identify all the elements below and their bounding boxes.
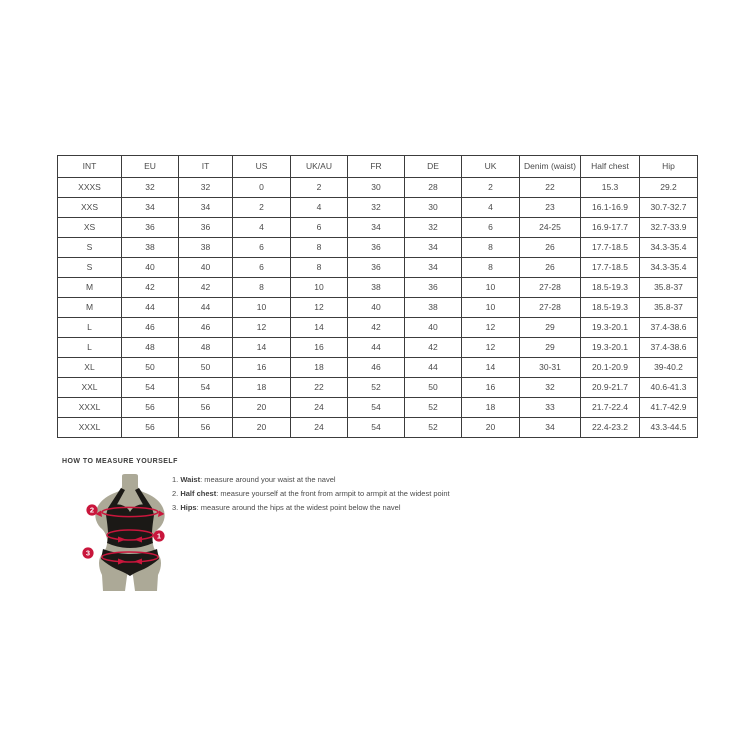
size-chart-header-row xyxy=(58,156,698,178)
size-value-cell: 2 xyxy=(233,198,291,218)
size-row xyxy=(58,238,698,258)
size-value-cell: 12 xyxy=(462,338,520,358)
size-value-cell: 41.7-42.9 xyxy=(640,398,698,418)
size-value-cell: 6 xyxy=(462,218,520,238)
column-header: DE xyxy=(405,156,462,178)
size-value-cell: 38 xyxy=(348,278,405,298)
size-label-cell: L xyxy=(58,338,122,358)
size-value-cell: 38 xyxy=(122,238,179,258)
size-value-cell: 20 xyxy=(462,418,520,438)
size-value-cell: 2 xyxy=(291,178,348,198)
size-value-cell: 34.3-35.4 xyxy=(640,238,698,258)
column-header: FR xyxy=(348,156,405,178)
size-value-cell: 27-28 xyxy=(520,278,581,298)
column-header: Denim (waist) xyxy=(520,156,581,178)
measure-step xyxy=(172,488,450,502)
column-header: IT xyxy=(179,156,233,178)
column-header: UK xyxy=(462,156,520,178)
size-value-cell: 32 xyxy=(348,198,405,218)
size-value-cell: 21.7-22.4 xyxy=(581,398,640,418)
size-value-cell: 35.8-37 xyxy=(640,298,698,318)
size-value-cell: 0 xyxy=(233,178,291,198)
size-value-cell: 12 xyxy=(291,298,348,318)
size-value-cell: 8 xyxy=(291,238,348,258)
size-value-cell: 40 xyxy=(348,298,405,318)
measure-heading: HOW TO MEASURE YOURSELF xyxy=(62,458,178,465)
size-value-cell: 27-28 xyxy=(520,298,581,318)
size-value-cell: 30.7-32.7 xyxy=(640,198,698,218)
size-value-cell: 36 xyxy=(122,218,179,238)
size-label-cell: M xyxy=(58,278,122,298)
size-value-cell: 18.5-19.3 xyxy=(581,298,640,318)
size-value-cell: 4 xyxy=(291,198,348,218)
measure-step xyxy=(172,502,450,516)
size-label-cell: L xyxy=(58,318,122,338)
waist-badge xyxy=(153,530,164,541)
measure-step-label: Half chest xyxy=(180,489,217,498)
size-value-cell: 34 xyxy=(348,218,405,238)
size-value-cell: 52 xyxy=(405,418,462,438)
size-value-cell: 32 xyxy=(405,218,462,238)
size-value-cell: 16 xyxy=(233,358,291,378)
size-row xyxy=(58,378,698,398)
size-label-cell: S xyxy=(58,258,122,278)
svg-text:3: 3 xyxy=(85,548,91,558)
svg-text:2: 2 xyxy=(89,505,95,515)
measure-step-number: 1. xyxy=(172,475,181,484)
size-row xyxy=(58,198,698,218)
size-value-cell: 40 xyxy=(122,258,179,278)
size-value-cell: 18 xyxy=(462,398,520,418)
size-value-cell: 50 xyxy=(405,378,462,398)
size-value-cell: 8 xyxy=(462,238,520,258)
size-value-cell: 46 xyxy=(348,358,405,378)
size-value-cell: 48 xyxy=(122,338,179,358)
size-value-cell: 19.3-20.1 xyxy=(581,338,640,358)
column-header: US xyxy=(233,156,291,178)
size-row xyxy=(58,318,698,338)
size-value-cell: 38 xyxy=(405,298,462,318)
size-value-cell: 24-25 xyxy=(520,218,581,238)
column-header: UK/AU xyxy=(291,156,348,178)
size-label-cell: M xyxy=(58,298,122,318)
size-value-cell: 34 xyxy=(405,238,462,258)
size-value-cell: 14 xyxy=(291,318,348,338)
size-label-cell: XXXS xyxy=(58,178,122,198)
size-value-cell: 18 xyxy=(291,358,348,378)
size-value-cell: 36 xyxy=(405,278,462,298)
size-value-cell: 14 xyxy=(462,358,520,378)
size-value-cell: 17.7-18.5 xyxy=(581,258,640,278)
size-value-cell: 36 xyxy=(348,258,405,278)
size-value-cell: 22.4-23.2 xyxy=(581,418,640,438)
size-value-cell: 56 xyxy=(179,418,233,438)
size-value-cell: 32.7-33.9 xyxy=(640,218,698,238)
size-value-cell: 37.4-38.6 xyxy=(640,338,698,358)
size-value-cell: 48 xyxy=(179,338,233,358)
size-row xyxy=(58,278,698,298)
size-label-cell: S xyxy=(58,238,122,258)
size-label-cell: XL xyxy=(58,358,122,378)
size-value-cell: 32 xyxy=(122,178,179,198)
size-value-cell: 15.3 xyxy=(581,178,640,198)
measure-step-label: Waist xyxy=(180,475,201,484)
size-value-cell: 10 xyxy=(462,298,520,318)
size-value-cell: 30 xyxy=(348,178,405,198)
size-value-cell: 14 xyxy=(233,338,291,358)
size-value-cell: 22 xyxy=(291,378,348,398)
size-value-cell: 16.1-16.9 xyxy=(581,198,640,218)
size-value-cell: 56 xyxy=(122,398,179,418)
measure-step-number: 3. xyxy=(172,503,181,512)
size-chart-table xyxy=(57,155,698,438)
size-row xyxy=(58,418,698,438)
column-header: INT xyxy=(58,156,122,178)
size-row xyxy=(58,298,698,318)
size-value-cell: 20.1-20.9 xyxy=(581,358,640,378)
size-label-cell: XS xyxy=(58,218,122,238)
size-value-cell: 29.2 xyxy=(640,178,698,198)
size-value-cell: 38 xyxy=(179,238,233,258)
size-row xyxy=(58,398,698,418)
size-value-cell: 36 xyxy=(179,218,233,238)
size-label-cell: XXL xyxy=(58,378,122,398)
size-value-cell: 26 xyxy=(520,258,581,278)
size-value-cell: 42 xyxy=(179,278,233,298)
size-row xyxy=(58,258,698,278)
size-row xyxy=(58,358,698,378)
size-value-cell: 34 xyxy=(405,258,462,278)
size-value-cell: 28 xyxy=(405,178,462,198)
measure-step-label: Hips xyxy=(180,503,197,512)
column-header: Hip xyxy=(640,156,698,178)
size-value-cell: 6 xyxy=(233,238,291,258)
size-value-cell: 24 xyxy=(291,398,348,418)
size-value-cell: 26 xyxy=(520,238,581,258)
size-value-cell: 33 xyxy=(520,398,581,418)
size-value-cell: 23 xyxy=(520,198,581,218)
size-value-cell: 54 xyxy=(348,398,405,418)
size-value-cell: 34.3-35.4 xyxy=(640,258,698,278)
size-value-cell: 2 xyxy=(462,178,520,198)
size-value-cell: 42 xyxy=(122,278,179,298)
size-value-cell: 20 xyxy=(233,398,291,418)
size-value-cell: 29 xyxy=(520,318,581,338)
size-value-cell: 44 xyxy=(179,298,233,318)
size-value-cell: 20.9-21.7 xyxy=(581,378,640,398)
column-header: Half chest xyxy=(581,156,640,178)
size-value-cell: 16 xyxy=(291,338,348,358)
size-value-cell: 30-31 xyxy=(520,358,581,378)
size-value-cell: 10 xyxy=(233,298,291,318)
size-value-cell: 36 xyxy=(348,238,405,258)
size-value-cell: 40 xyxy=(179,258,233,278)
size-label-cell: XXXL xyxy=(58,398,122,418)
size-value-cell: 4 xyxy=(462,198,520,218)
size-value-cell: 39-40.2 xyxy=(640,358,698,378)
measure-step-text: : measure yourself at the front from armpit to armpit at the widest point xyxy=(216,489,450,498)
size-row xyxy=(58,178,698,198)
size-value-cell: 8 xyxy=(233,278,291,298)
size-value-cell: 46 xyxy=(179,318,233,338)
size-value-cell: 8 xyxy=(462,258,520,278)
size-label-cell: XXXL xyxy=(58,418,122,438)
size-value-cell: 50 xyxy=(179,358,233,378)
size-value-cell: 34 xyxy=(179,198,233,218)
size-value-cell: 40 xyxy=(405,318,462,338)
hips-badge xyxy=(82,547,93,558)
size-value-cell: 30 xyxy=(405,198,462,218)
size-value-cell: 42 xyxy=(348,318,405,338)
size-value-cell: 42 xyxy=(405,338,462,358)
measure-step xyxy=(172,474,450,488)
size-value-cell: 24 xyxy=(291,418,348,438)
measure-steps xyxy=(172,474,450,516)
size-value-cell: 16 xyxy=(462,378,520,398)
size-value-cell: 44 xyxy=(122,298,179,318)
size-value-cell: 32 xyxy=(520,378,581,398)
chest-badge xyxy=(86,504,97,515)
size-value-cell: 43.3-44.5 xyxy=(640,418,698,438)
size-value-cell: 12 xyxy=(462,318,520,338)
size-value-cell: 56 xyxy=(179,398,233,418)
size-value-cell: 29 xyxy=(520,338,581,358)
size-value-cell: 40.6-41.3 xyxy=(640,378,698,398)
size-value-cell: 34 xyxy=(520,418,581,438)
size-value-cell: 46 xyxy=(122,318,179,338)
measure-step-text: : measure around the hips at the widest point below the navel xyxy=(196,503,401,512)
size-value-cell: 19.3-20.1 xyxy=(581,318,640,338)
size-value-cell: 8 xyxy=(291,258,348,278)
size-value-cell: 44 xyxy=(405,358,462,378)
size-value-cell: 32 xyxy=(179,178,233,198)
size-value-cell: 35.8-37 xyxy=(640,278,698,298)
size-value-cell: 18 xyxy=(233,378,291,398)
size-label-cell: XXS xyxy=(58,198,122,218)
size-value-cell: 56 xyxy=(122,418,179,438)
svg-text:1: 1 xyxy=(156,531,162,541)
measure-step-text: : measure around your waist at the navel xyxy=(200,475,336,484)
size-value-cell: 12 xyxy=(233,318,291,338)
size-value-cell: 10 xyxy=(291,278,348,298)
size-value-cell: 6 xyxy=(291,218,348,238)
size-value-cell: 54 xyxy=(122,378,179,398)
column-header: EU xyxy=(122,156,179,178)
measure-step-number: 2. xyxy=(172,489,181,498)
size-value-cell: 54 xyxy=(348,418,405,438)
size-value-cell: 34 xyxy=(122,198,179,218)
size-value-cell: 44 xyxy=(348,338,405,358)
size-value-cell: 16.9-17.7 xyxy=(581,218,640,238)
size-value-cell: 20 xyxy=(233,418,291,438)
size-value-cell: 18.5-19.3 xyxy=(581,278,640,298)
size-value-cell: 10 xyxy=(462,278,520,298)
body-measurement-illustration xyxy=(72,473,184,595)
size-chart-body xyxy=(58,178,698,438)
size-value-cell: 6 xyxy=(233,258,291,278)
size-value-cell: 37.4-38.6 xyxy=(640,318,698,338)
size-value-cell: 52 xyxy=(405,398,462,418)
size-value-cell: 50 xyxy=(122,358,179,378)
size-row xyxy=(58,338,698,358)
size-value-cell: 52 xyxy=(348,378,405,398)
size-row xyxy=(58,218,698,238)
size-value-cell: 4 xyxy=(233,218,291,238)
size-value-cell: 54 xyxy=(179,378,233,398)
size-value-cell: 17.7-18.5 xyxy=(581,238,640,258)
size-value-cell: 22 xyxy=(520,178,581,198)
